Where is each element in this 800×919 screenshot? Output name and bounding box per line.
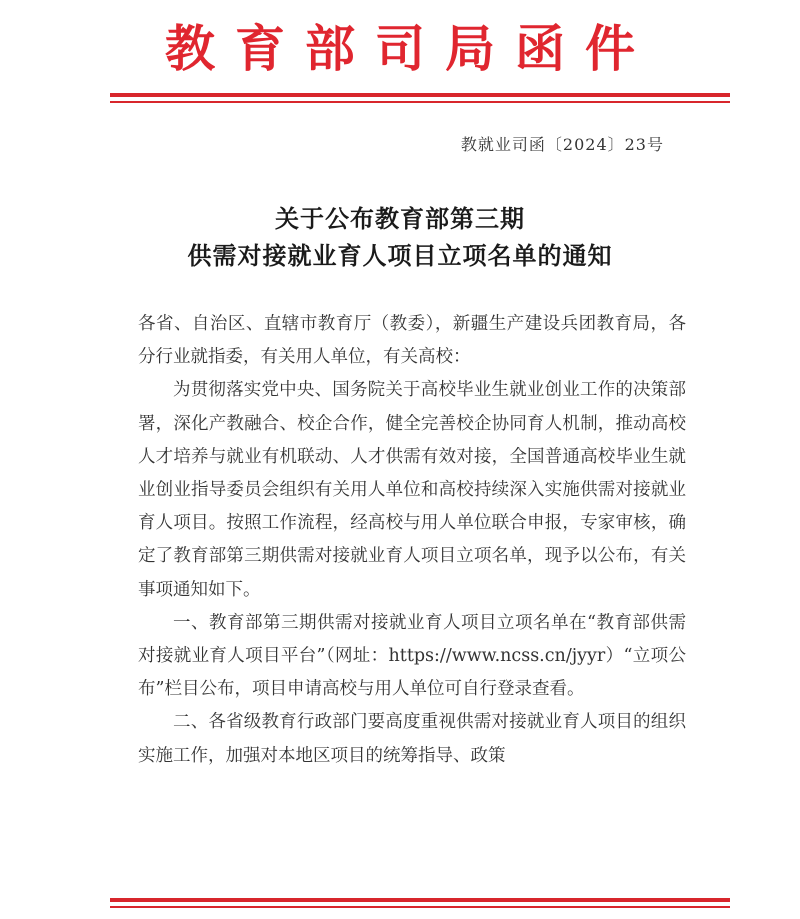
letterhead-rule-thin: [110, 101, 730, 103]
footer-rule-thin: [110, 906, 730, 908]
paragraph-item-2: 二、各省级教育行政部门要高度重视供需对接就业育人项目的组织实施工作，加强对本地区项目的统筹指导、政策: [138, 712, 686, 766]
document-title-line-2: 供需对接就业育人项目立项名单的通知: [187, 241, 613, 270]
document-body: [138, 308, 686, 773]
salutation: 各省、自治区、直辖市教育厅（教委），新疆生产建设兵团教育局，各分行业就指委，有关用人单位，有关高校：: [138, 314, 686, 368]
document-number: 教就业司函〔2024〕23号: [460, 135, 664, 154]
footer-rule-thick: [110, 898, 730, 902]
document-title-line-1: 关于公布教育部第三期: [275, 204, 525, 233]
letterhead-title: 教育部司局函件: [165, 19, 655, 78]
paragraph-intro: 为贯彻落实党中央、国务院关于高校毕业生就业创业工作的决策部署，深化产教融合、校企合作，健全完善校企协同育人机制，推动高校人才培养与就业有机联动、人才供需有效对接，全国普通高校毕业生就业创业指导委员会组织有关用人单位和高校持续深入实施供需对接就业育人项目。按照工作流程，经高校与用人单位联合申报，专家审核，确定了教育部第三期供需对接就业育人项目立项名单，现予以公布，有关事项通知如下。: [138, 380, 686, 600]
paragraph-item-1: 一、教育部第三期供需对接就业育人项目立项名单在“教育部供需对接就业育人项目平台”（网址：https://www.ncss.cn/jyyr）“立项公布”栏目公布，项目申请高校与用人单位可自行登录查看。: [138, 612, 686, 700]
letterhead-rule-thick: [110, 93, 730, 97]
